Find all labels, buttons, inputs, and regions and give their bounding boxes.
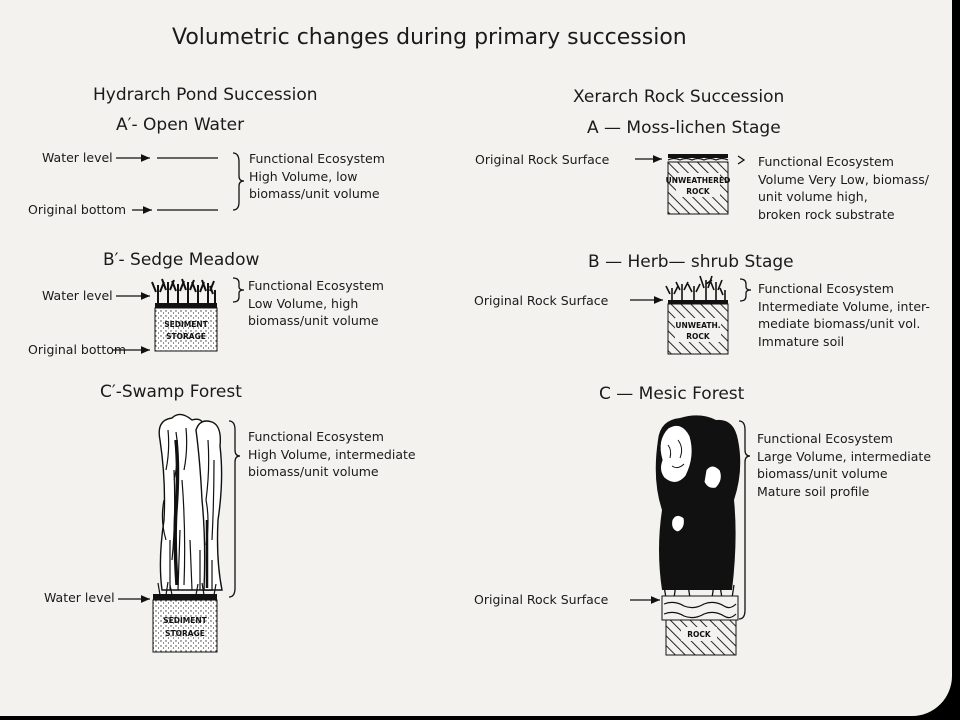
stage-title: C′-Swamp Forest bbox=[100, 382, 242, 402]
water-level-label: Water level bbox=[44, 590, 115, 605]
box-label: UNWEATH. bbox=[675, 321, 721, 330]
box-label: UNWEATHERED bbox=[665, 176, 731, 185]
brace bbox=[739, 421, 750, 619]
mesic-forest-diagram bbox=[630, 415, 750, 655]
original-bottom-label: Original bottom bbox=[28, 202, 127, 217]
water-level-label: Water level bbox=[42, 150, 113, 165]
xerarch-heading: Xerarch Rock Succession bbox=[573, 87, 785, 107]
herb-plants bbox=[666, 276, 725, 302]
stage-description: Functional Ecosystem Large Volume, intermediate biomass/unit volume Mature soil profile bbox=[757, 431, 932, 499]
rock-surface-label: Original Rock Surface bbox=[474, 293, 609, 308]
box-label: ROCK bbox=[686, 332, 710, 341]
box-label: ROCK bbox=[687, 630, 711, 639]
open-water-diagram bbox=[116, 153, 244, 210]
stage-description: Functional Ecosystem Low Volume, high biomass/unit volume bbox=[248, 278, 384, 328]
stage-title: B — Herb— shrub Stage bbox=[588, 252, 794, 272]
stage-title: A — Moss-lichen Stage bbox=[587, 118, 781, 138]
box-label: ROCK bbox=[686, 187, 710, 196]
page-title: Volumetric changes during primary succession bbox=[172, 25, 687, 50]
box-label: STORAGE bbox=[165, 629, 205, 638]
stage-description: Functional Ecosystem Intermediate Volume, inter- mediate biomass/unit vol. Immature soil bbox=[758, 281, 930, 349]
box-label: SEDIMENT bbox=[163, 616, 207, 625]
sedge-plants bbox=[152, 279, 215, 305]
box-label: SEDIMENT bbox=[164, 320, 208, 329]
brace bbox=[738, 156, 744, 164]
rock-surface-label: Original Rock Surface bbox=[475, 152, 610, 167]
stage-description: Functional Ecosystem High Volume, intermediate biomass/unit volume bbox=[248, 429, 416, 479]
box-label: STORAGE bbox=[166, 332, 206, 341]
stage-description: Functional Ecosystem Volume Very Low, biomass/ unit volume high, broken rock substrate bbox=[758, 154, 929, 222]
rock-surface-label: Original Rock Surface bbox=[474, 592, 609, 607]
stage-description: Functional Ecosystem High Volume, low biomass/unit volume bbox=[249, 151, 385, 201]
hydrarch-heading: Hydrarch Pond Succession bbox=[93, 85, 318, 105]
brace bbox=[740, 279, 751, 301]
stage-title: A′- Open Water bbox=[116, 115, 245, 135]
herb-shrub-diagram bbox=[630, 276, 751, 354]
brace bbox=[233, 153, 244, 210]
original-bottom-label: Original bottom bbox=[28, 342, 127, 357]
stage-title: C — Mesic Forest bbox=[599, 384, 745, 404]
brace bbox=[233, 278, 244, 302]
brace bbox=[229, 421, 240, 597]
water-level-label: Water level bbox=[42, 288, 113, 303]
stage-title: B′- Sedge Meadow bbox=[103, 250, 260, 270]
